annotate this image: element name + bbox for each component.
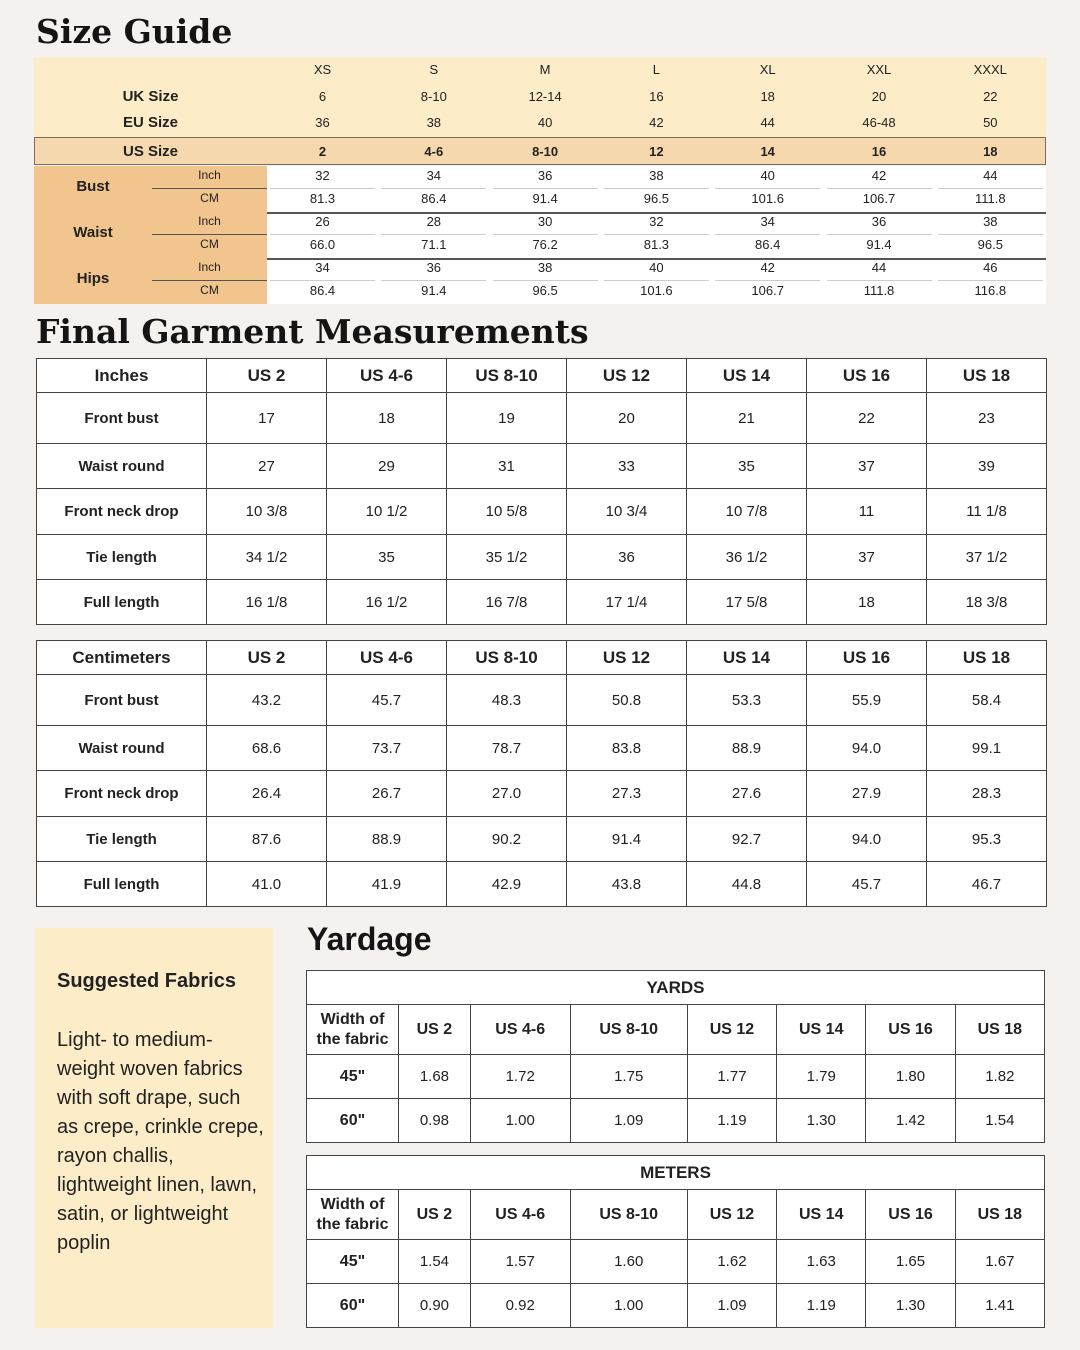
size-header: US 14	[777, 1005, 866, 1055]
us-size-cell: 2	[318, 144, 327, 159]
value-cell: 27.6	[687, 771, 807, 817]
value-cell: 18	[327, 393, 447, 444]
value-cell: 37	[807, 535, 927, 580]
value-cell: 10 3/8	[207, 489, 327, 535]
us-size-cell: 18	[983, 144, 998, 159]
size-header: US 14	[687, 641, 807, 675]
row-label: Full length	[37, 862, 207, 907]
value-cell: 39	[927, 444, 1047, 489]
value-cell: 73.7	[327, 726, 447, 771]
size-header: US 8-10	[447, 359, 567, 393]
size-header: US 8-10	[447, 641, 567, 675]
cell-divider	[270, 188, 375, 189]
eu-size-cell: 40	[537, 115, 553, 130]
cell-divider	[381, 188, 486, 189]
measurement-cm-cell: 86.4	[755, 237, 781, 252]
measurement-cm-cell: 106.7	[862, 191, 896, 206]
cell-divider	[381, 234, 486, 235]
value-cell: 1.80	[866, 1055, 955, 1099]
size-header: US 18	[927, 641, 1047, 675]
measurement-cm-cell: 101.6	[751, 191, 784, 206]
table-row	[307, 1284, 1045, 1328]
size-header: US 18	[955, 1005, 1044, 1055]
value-cell: 27.9	[807, 771, 927, 817]
row-label: Front neck drop	[37, 771, 207, 817]
unit-cm-label: CM	[200, 283, 219, 297]
value-cell: 95.3	[927, 817, 1047, 862]
measurement-cm-cell: 86.4	[309, 283, 336, 298]
measurement-cm-cell: 111.8	[974, 191, 1006, 206]
value-cell: 26.7	[327, 771, 447, 817]
value-cell: 37 1/2	[927, 535, 1047, 580]
value-cell: 43.2	[207, 675, 327, 726]
suggested-fabrics-panel	[35, 928, 273, 1328]
yardage-meters-table	[306, 1155, 1045, 1328]
size-header: US 12	[687, 1005, 776, 1055]
value-cell: 16 1/2	[327, 580, 447, 625]
measurement-name: Hips	[76, 270, 110, 287]
width-label	[307, 1005, 399, 1055]
value-cell: 90.2	[447, 817, 567, 862]
size-header: US 16	[807, 641, 927, 675]
measurement-inch-cell: 44	[871, 260, 887, 275]
letter-size-cell: M	[539, 62, 551, 77]
value-cell: 16 1/8	[207, 580, 327, 625]
measurement-inch-cell: 44	[983, 168, 998, 183]
fabric-width-label: 45"	[307, 1240, 399, 1284]
letter-size-cell: XXL	[866, 62, 892, 77]
value-cell: 0.92	[470, 1284, 570, 1328]
value-cell: 17 5/8	[687, 580, 807, 625]
size-header: US 8-10	[570, 1190, 687, 1240]
value-cell: 1.68	[399, 1055, 471, 1099]
cell-divider	[827, 188, 932, 189]
value-cell: 94.0	[807, 817, 927, 862]
cell-divider	[381, 280, 486, 281]
eu-size-cell: 42	[649, 115, 664, 130]
value-cell: 10 7/8	[687, 489, 807, 535]
measurement-name: Bust	[76, 178, 110, 195]
table-row	[307, 1240, 1045, 1284]
value-cell: 46.7	[927, 862, 1047, 907]
size-header: US 4-6	[327, 359, 447, 393]
measurement-cm-cell: 91.4	[866, 237, 892, 252]
table-row	[37, 675, 1047, 726]
table-header-row	[37, 641, 1047, 675]
value-cell: 0.90	[399, 1284, 471, 1328]
value-cell: 10 5/8	[447, 489, 567, 535]
table-row	[37, 580, 1047, 625]
us-size-cell: 16	[871, 144, 887, 159]
value-cell: 1.62	[687, 1240, 776, 1284]
measurement-inch-cell: 30	[537, 214, 553, 229]
value-cell: 36 1/2	[687, 535, 807, 580]
measurement-inch-cell: 32	[649, 214, 664, 229]
size-header: US 2	[399, 1190, 471, 1240]
row-divider	[267, 212, 1046, 214]
width-label-line-1: Width of	[320, 1195, 385, 1213]
value-cell: 43.8	[567, 862, 687, 907]
uk-size-cell: 20	[871, 89, 887, 104]
value-cell: 45.7	[807, 862, 927, 907]
measurement-inch-cell: 32	[315, 168, 330, 183]
unit-cm-label: CM	[200, 191, 219, 205]
value-cell: 1.54	[955, 1099, 1044, 1143]
size-guide-table	[34, 57, 1046, 304]
size-header: US 4-6	[470, 1190, 570, 1240]
value-cell: 17 1/4	[567, 580, 687, 625]
cell-divider	[715, 280, 820, 281]
size-header: US 12	[567, 359, 687, 393]
value-cell: 35	[327, 535, 447, 580]
value-cell: 1.79	[777, 1055, 866, 1099]
cell-divider	[827, 234, 932, 235]
unit-inch-label: Inch	[198, 168, 221, 182]
eu-size-cell: 36	[315, 115, 330, 130]
fabric-width-label: 60"	[307, 1099, 399, 1143]
table-row	[37, 393, 1047, 444]
measurement-cm-cell: 96.5	[977, 237, 1003, 252]
cell-divider	[715, 234, 820, 235]
cell-divider	[604, 188, 709, 189]
eu-size-cell: 50	[983, 115, 998, 130]
measurement-cm-cell: 106.7	[751, 283, 784, 298]
measurement-inch-cell: 46	[983, 260, 998, 275]
value-cell: 1.65	[866, 1240, 955, 1284]
value-cell: 11 1/8	[927, 489, 1047, 535]
unit-inch-label: Inch	[198, 214, 221, 228]
measurement-inch-cell: 42	[760, 260, 775, 275]
value-cell: 83.8	[567, 726, 687, 771]
cell-divider	[827, 280, 932, 281]
fabric-width-label: 60"	[307, 1284, 399, 1328]
width-label-line-2: the fabric	[316, 1030, 389, 1048]
table-title-row	[307, 1156, 1045, 1190]
us-size-cell: 4-6	[424, 144, 444, 159]
value-cell: 18	[807, 580, 927, 625]
us-size-cell: 14	[760, 144, 775, 159]
table-row	[37, 817, 1047, 862]
row-label: Waist round	[37, 444, 207, 489]
value-cell: 11	[807, 489, 927, 535]
garment-inches-table	[36, 358, 1047, 625]
value-cell: 10 3/4	[567, 489, 687, 535]
uk-size-cell: 16	[649, 89, 664, 104]
unit-cm-label: CM	[200, 237, 219, 251]
size-header: US 4-6	[470, 1005, 570, 1055]
measurement-inch-cell: 34	[315, 260, 330, 275]
value-cell: 1.19	[777, 1284, 866, 1328]
size-guide-title: Size Guide	[36, 12, 233, 51]
width-label-line-2: the fabric	[316, 1215, 389, 1233]
measurement-inch-cell: 34	[760, 214, 775, 229]
measurement-inch-cell: 40	[760, 168, 775, 183]
letter-size-cell: XL	[759, 62, 776, 77]
letter-size-cell: XXXL	[973, 62, 1007, 77]
table-header-row	[37, 359, 1047, 393]
measurement-cm-cell: 86.4	[421, 191, 447, 206]
eu-size-cell: 46-48	[862, 115, 896, 130]
table-row	[37, 726, 1047, 771]
measurement-label-waist	[34, 212, 267, 258]
value-cell: 1.42	[866, 1099, 955, 1143]
uk-size-cell: 6	[318, 89, 327, 104]
value-cell: 23	[927, 393, 1047, 444]
measurement-cm-cell: 91.4	[532, 191, 558, 206]
value-cell: 1.75	[570, 1055, 687, 1099]
unit-inch-label: Inch	[198, 260, 221, 274]
row-label: Front bust	[37, 393, 207, 444]
row-label: Front neck drop	[37, 489, 207, 535]
table-row	[37, 489, 1047, 535]
size-header: US 4-6	[327, 641, 447, 675]
cell-divider	[493, 280, 598, 281]
cell-divider	[493, 188, 598, 189]
value-cell: 48.3	[447, 675, 567, 726]
value-cell: 41.9	[327, 862, 447, 907]
value-cell: 1.00	[570, 1284, 687, 1328]
measurement-inch-cell: 36	[871, 214, 887, 229]
size-header: US 14	[687, 359, 807, 393]
size-header: US 12	[567, 641, 687, 675]
value-cell: 44.8	[687, 862, 807, 907]
table-row	[37, 444, 1047, 489]
value-cell: 22	[807, 393, 927, 444]
value-cell: 94.0	[807, 726, 927, 771]
value-cell: 18 3/8	[927, 580, 1047, 625]
value-cell: 31	[447, 444, 567, 489]
row-label: Full length	[37, 580, 207, 625]
measurement-inch-cell: 42	[871, 168, 887, 183]
eu-size-cell: 44	[760, 115, 775, 130]
measurement-cm-cell: 111.8	[863, 283, 895, 298]
value-cell: 33	[567, 444, 687, 489]
value-cell: 28.3	[927, 771, 1047, 817]
value-cell: 36	[567, 535, 687, 580]
uk-size-cell: 8-10	[420, 89, 447, 104]
value-cell: 21	[687, 393, 807, 444]
uk-size-cell: 22	[983, 89, 998, 104]
value-cell: 0.98	[399, 1099, 471, 1143]
uk-size-label: UK Size	[122, 88, 179, 105]
measurement-inch-cell: 28	[426, 214, 442, 229]
value-cell: 53.3	[687, 675, 807, 726]
value-cell: 17	[207, 393, 327, 444]
value-cell: 99.1	[927, 726, 1047, 771]
value-cell: 19	[447, 393, 567, 444]
cell-divider	[715, 188, 820, 189]
table-header-row	[307, 1005, 1045, 1055]
measurement-inch-cell: 26	[315, 214, 330, 229]
value-cell: 1.09	[570, 1099, 687, 1143]
value-cell: 1.41	[955, 1284, 1044, 1328]
value-cell: 1.09	[687, 1284, 776, 1328]
measurement-cm-cell: 81.3	[309, 191, 336, 206]
value-cell: 88.9	[327, 817, 447, 862]
table-row	[37, 535, 1047, 580]
value-cell: 27.0	[447, 771, 567, 817]
value-cell: 42.9	[447, 862, 567, 907]
measurement-inch-cell: 38	[649, 168, 664, 183]
value-cell: 87.6	[207, 817, 327, 862]
value-cell: 1.72	[470, 1055, 570, 1099]
eu-size-label: EU Size	[122, 114, 179, 131]
garment-title: Final Garment Measurements	[36, 312, 589, 351]
value-cell: 1.67	[955, 1240, 1044, 1284]
value-cell: 68.6	[207, 726, 327, 771]
size-header: US 12	[687, 1190, 776, 1240]
value-cell: 29	[327, 444, 447, 489]
measurement-cm-cell: 96.5	[643, 191, 670, 206]
measurement-inch-cell: 40	[649, 260, 664, 275]
table-row	[307, 1099, 1045, 1143]
value-cell: 41.0	[207, 862, 327, 907]
size-header: US 8-10	[570, 1005, 687, 1055]
table-row	[307, 1055, 1045, 1099]
value-cell: 10 1/2	[327, 489, 447, 535]
value-cell: 1.19	[687, 1099, 776, 1143]
unit-title: METERS	[307, 1156, 1045, 1190]
value-cell: 45.7	[327, 675, 447, 726]
row-divider	[267, 258, 1046, 260]
unit-header: Inches	[37, 359, 207, 393]
row-label: Front bust	[37, 675, 207, 726]
size-header: US 2	[207, 359, 327, 393]
measurement-cm-cell: 66.0	[309, 237, 336, 252]
suggested-fabrics-title: Suggested Fabrics	[57, 970, 236, 992]
value-cell: 1.00	[470, 1099, 570, 1143]
measurement-inch-cell: 36	[426, 260, 442, 275]
measurement-cm-cell: 116.8	[974, 283, 1007, 298]
table-row	[37, 862, 1047, 907]
measurement-cm-cell: 101.6	[640, 283, 673, 298]
suggested-fabrics-text: Light- to medium-weight woven fabrics with soft drape, such as crepe, crinkle crepe, rayon challis, lightweight linen, lawn, satin, or lightweight poplin	[57, 1029, 264, 1254]
value-cell: 20	[567, 393, 687, 444]
value-cell: 34 1/2	[207, 535, 327, 580]
value-cell: 1.30	[777, 1099, 866, 1143]
measurement-cm-cell: 71.1	[421, 237, 447, 252]
measurement-inch-cell: 38	[983, 214, 998, 229]
measurement-cm-cell: 81.3	[643, 237, 670, 252]
value-cell: 1.57	[470, 1240, 570, 1284]
uk-size-cell: 18	[760, 89, 775, 104]
fabric-width-label: 45"	[307, 1055, 399, 1099]
measurement-cm-cell: 96.5	[532, 283, 558, 298]
yardage-title: Yardage	[307, 921, 432, 957]
value-cell: 35	[687, 444, 807, 489]
value-cell: 50.8	[567, 675, 687, 726]
value-cell: 16 7/8	[447, 580, 567, 625]
us-size-cell: 8-10	[532, 144, 559, 159]
width-label-line-1: Width of	[320, 1010, 385, 1028]
measurement-inch-cell: 34	[426, 168, 442, 183]
size-header: US 16	[807, 359, 927, 393]
table-header-row	[307, 1190, 1045, 1240]
cell-divider	[270, 280, 375, 281]
measurement-cm-cell: 76.2	[532, 237, 558, 252]
value-cell: 1.63	[777, 1240, 866, 1284]
value-cell: 78.7	[447, 726, 567, 771]
width-label	[307, 1190, 399, 1240]
value-cell: 88.9	[687, 726, 807, 771]
measurement-inch-cell: 36	[537, 168, 553, 183]
measurement-inch-cell: 38	[537, 260, 553, 275]
us-size-label: US Size	[122, 143, 179, 160]
us-size-cell: 12	[649, 144, 664, 159]
unit-divider	[152, 188, 267, 189]
garment-cm-table	[36, 640, 1047, 907]
cell-divider	[493, 234, 598, 235]
value-cell: 58.4	[927, 675, 1047, 726]
value-cell: 27.3	[567, 771, 687, 817]
size-header: US 16	[866, 1190, 955, 1240]
measurement-label-bust	[34, 166, 267, 212]
value-cell: 1.30	[866, 1284, 955, 1328]
value-cell: 1.77	[687, 1055, 776, 1099]
unit-divider	[152, 280, 267, 281]
value-cell: 37	[807, 444, 927, 489]
yardage-yards-table	[306, 970, 1045, 1143]
table-title-row	[307, 971, 1045, 1005]
size-header: US 16	[866, 1005, 955, 1055]
value-cell: 91.4	[567, 817, 687, 862]
unit-title: YARDS	[307, 971, 1045, 1005]
value-cell: 92.7	[687, 817, 807, 862]
size-header: US 2	[399, 1005, 471, 1055]
value-cell: 1.54	[399, 1240, 471, 1284]
value-cell: 35 1/2	[447, 535, 567, 580]
value-cell: 26.4	[207, 771, 327, 817]
unit-divider	[152, 234, 267, 235]
value-cell: 55.9	[807, 675, 927, 726]
cell-divider	[604, 234, 709, 235]
measurement-cm-cell: 91.4	[421, 283, 447, 298]
size-header: US 14	[777, 1190, 866, 1240]
measurement-name: Waist	[73, 224, 113, 241]
row-label: Tie length	[37, 817, 207, 862]
cell-divider	[938, 234, 1043, 235]
cell-divider	[938, 188, 1043, 189]
cell-divider	[604, 280, 709, 281]
row-label: Tie length	[37, 535, 207, 580]
measurement-label-hips	[34, 258, 267, 304]
value-cell: 1.82	[955, 1055, 1044, 1099]
uk-size-cell: 12-14	[528, 89, 562, 104]
value-cell: 1.60	[570, 1240, 687, 1284]
row-label: Waist round	[37, 726, 207, 771]
value-cell: 27	[207, 444, 327, 489]
table-row	[37, 771, 1047, 817]
letter-size-cell: S	[429, 62, 439, 77]
eu-size-cell: 38	[426, 115, 442, 130]
size-header: US 18	[927, 359, 1047, 393]
cell-divider	[270, 234, 375, 235]
letter-size-cell: XS	[313, 62, 332, 77]
letter-size-cell: L	[652, 62, 660, 77]
unit-header: Centimeters	[37, 641, 207, 675]
size-header: US 18	[955, 1190, 1044, 1240]
size-header: US 2	[207, 641, 327, 675]
cell-divider	[938, 280, 1043, 281]
